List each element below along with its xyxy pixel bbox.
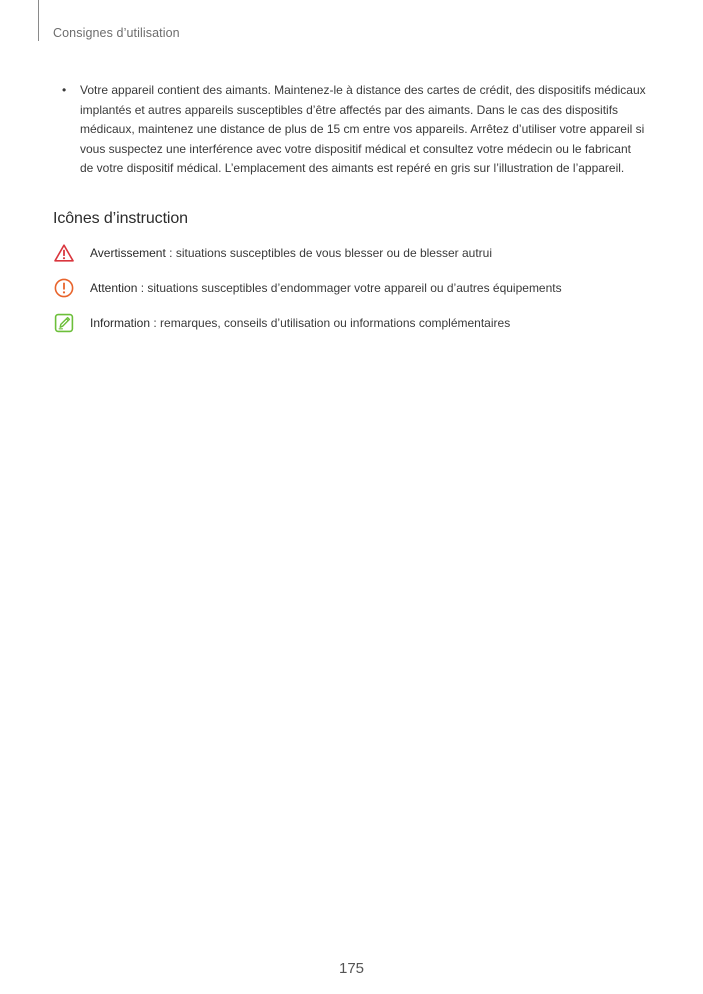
instruction-row-caution (53, 276, 562, 300)
bullet-item (62, 81, 647, 179)
instruction-description-information (90, 316, 510, 330)
instruction-description-caution (90, 281, 562, 295)
instruction-row-warning (53, 241, 492, 265)
instruction-text-warning: : situations susceptibles de vous blesser ou de blesser autrui (165, 246, 492, 260)
note-pencil-icon (53, 312, 75, 334)
instruction-description-warning (90, 246, 492, 260)
page-number: 175 (338, 960, 365, 977)
section-title: Icônes d’instruction (53, 210, 188, 227)
instruction-row-information (53, 311, 510, 335)
page-header-title: Consignes d’utilisation (53, 26, 180, 40)
instruction-term-information: Information (90, 316, 151, 330)
warning-triangle-icon (53, 242, 75, 264)
header-rule (38, 0, 39, 41)
instruction-text-information: : remarques, conseils d’utilisation ou informations complémentaires (150, 316, 511, 330)
bullet-text: Votre appareil contient des aimants. Maintenez-le à distance des cartes de crédit, des dispositifs médicaux implantés et autres appareils susceptibles d’être affectés par des aimants. Dans le cas des dispositifs médicaux, maintenez une distance de plus de 15 cm entre vos appareils. Arrêtez d’utiliser votre appareil si vous suspectez une interférence avec votre dispositif médical et consultez votre médecin ou le fabricant de votre dispositif médical. L’emplacement des aimants est repéré en gris sur l’illustration de l’appareil. (80, 83, 646, 175)
instruction-term-warning: Avertissement (90, 246, 166, 260)
caution-circle-icon (53, 277, 75, 299)
instruction-term-caution: Attention (90, 281, 138, 295)
instruction-text-caution: : situations susceptibles d’endommager votre appareil ou d’autres équipements (137, 281, 562, 295)
bullet-marker: • (62, 83, 67, 97)
